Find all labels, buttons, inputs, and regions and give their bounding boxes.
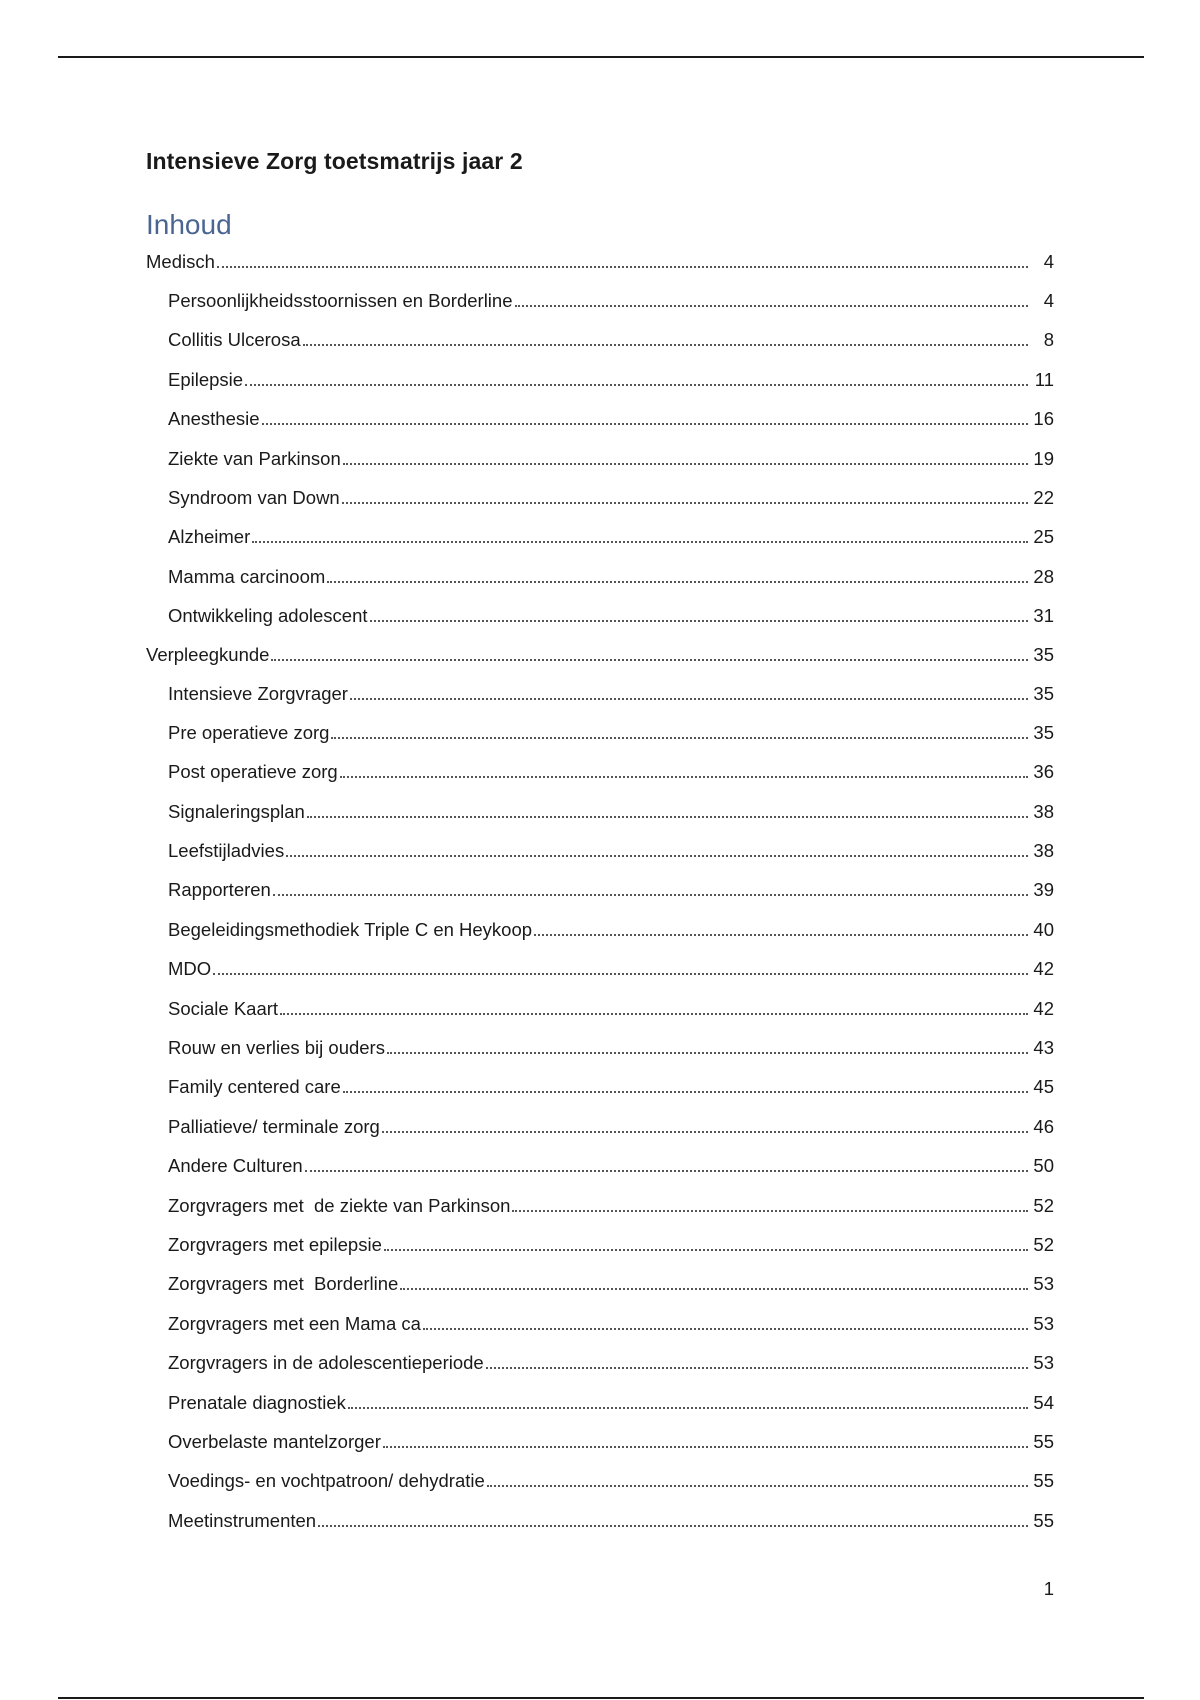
toc-entry-page: 31 — [1033, 605, 1054, 627]
toc-entry-page: 38 — [1033, 840, 1054, 862]
toc-entry-label: Begeleidingsmethodiek Triple C en Heykoop — [168, 918, 533, 940]
toc-entry-label: Mamma carcinoom — [168, 565, 326, 587]
toc-dot-leader — [343, 1091, 1028, 1093]
toc-entry[interactable] — [146, 636, 1054, 674]
toc-entry[interactable] — [146, 1146, 1054, 1185]
toc-entry-label: Persoonlijkheidsstoornissen en Borderline — [168, 290, 513, 311]
toc-entry-page: 52 — [1033, 1194, 1054, 1216]
toc-entry-label: Zorgvragers met een Mama ca — [168, 1312, 421, 1334]
table-of-contents — [146, 243, 1054, 1540]
toc-entry[interactable] — [146, 596, 1054, 635]
toc-entry-label: Verpleegkunde — [146, 643, 270, 665]
toc-dot-leader — [348, 1407, 1028, 1409]
toc-entry-page: 55 — [1033, 1470, 1054, 1492]
toc-entry[interactable] — [146, 1028, 1054, 1067]
toc-entry[interactable] — [146, 752, 1054, 791]
toc-entry-label: Ziekte van Parkinson — [168, 447, 341, 469]
document-title: Intensieve Zorg toetsmatrijs jaar 2 — [146, 148, 523, 174]
toc-entry[interactable] — [146, 870, 1054, 909]
toc-entry[interactable] — [146, 1422, 1054, 1461]
toc-dot-leader — [384, 1249, 1028, 1251]
toc-entry-page: 55 — [1033, 1509, 1054, 1531]
toc-entry-page: 53 — [1033, 1273, 1054, 1295]
toc-dot-leader — [382, 1131, 1028, 1133]
toc-entry-page: 52 — [1033, 1233, 1054, 1255]
toc-entry-label: Meetinstrumenten — [168, 1509, 317, 1531]
toc-entry-label: Overbelaste mantelzorger — [168, 1430, 381, 1452]
toc-dot-leader — [350, 698, 1028, 700]
toc-entry-label: Zorgvragers met Borderline — [168, 1273, 399, 1295]
toc-entry[interactable] — [146, 399, 1054, 438]
toc-entry-page: 50 — [1033, 1155, 1054, 1177]
toc-entry-label: Zorgvragers met de ziekte van Parkinson — [168, 1194, 511, 1216]
toc-entry-label: Voedings- en vochtpatroon/ dehydratie — [168, 1470, 485, 1492]
toc-entry[interactable] — [146, 1107, 1054, 1146]
toc-entry[interactable] — [146, 1186, 1054, 1225]
toc-entry-label: Medisch — [146, 251, 215, 272]
toc-entry[interactable] — [146, 478, 1054, 517]
toc-entry-page: 25 — [1033, 526, 1054, 548]
toc-entry[interactable] — [146, 1304, 1054, 1343]
footer-rule — [58, 1697, 1144, 1699]
toc-dot-leader — [271, 659, 1028, 661]
toc-dot-leader — [331, 737, 1028, 739]
toc-entry[interactable] — [146, 281, 1054, 320]
toc-dot-leader — [342, 502, 1028, 504]
toc-dot-leader — [400, 1288, 1028, 1290]
toc-entry-page: 36 — [1033, 761, 1054, 783]
toc-dot-leader — [280, 1013, 1028, 1015]
toc-entry-label: Andere Culturen — [168, 1155, 303, 1177]
toc-entry[interactable] — [146, 792, 1054, 831]
toc-entry-page: 53 — [1033, 1352, 1054, 1374]
toc-entry-page: 45 — [1033, 1076, 1054, 1098]
toc-entry-label: Anesthesie — [168, 408, 260, 430]
toc-entry-label: Alzheimer — [168, 526, 251, 548]
toc-entry[interactable] — [146, 989, 1054, 1028]
toc-entry[interactable] — [146, 243, 1054, 281]
toc-dot-leader — [327, 581, 1028, 583]
toc-entry[interactable] — [146, 439, 1054, 478]
toc-entry-page: 54 — [1033, 1391, 1054, 1413]
toc-entry-page: 43 — [1033, 1037, 1054, 1059]
header-rule — [58, 56, 1144, 58]
toc-dot-leader — [305, 1170, 1028, 1172]
toc-dot-leader — [262, 423, 1028, 425]
toc-entry[interactable] — [146, 1501, 1054, 1540]
toc-entry-page: 19 — [1033, 447, 1054, 469]
toc-entry-page: 42 — [1033, 958, 1054, 980]
toc-entry[interactable] — [146, 517, 1054, 556]
toc-entry[interactable] — [146, 320, 1054, 359]
toc-dot-leader — [340, 776, 1028, 778]
toc-entry-label: Pre operatieve zorg — [168, 721, 330, 743]
toc-entry[interactable] — [146, 1225, 1054, 1264]
toc-entry-page: 11 — [1034, 368, 1054, 390]
toc-entry-page: 35 — [1033, 643, 1054, 665]
toc-entry-label: Palliatieve/ terminale zorg — [168, 1115, 380, 1137]
toc-entry[interactable] — [146, 1461, 1054, 1500]
toc-entry-label: Prenatale diagnostiek — [168, 1391, 346, 1413]
toc-dot-leader — [245, 384, 1028, 386]
toc-entry-page: 38 — [1033, 800, 1054, 822]
toc-entry-page: 53 — [1033, 1312, 1054, 1334]
toc-entry-label: Rouw en verlies bij ouders — [168, 1037, 385, 1059]
toc-entry-page: 28 — [1033, 565, 1054, 587]
toc-entry-page: 35 — [1033, 682, 1054, 704]
toc-dot-leader — [343, 463, 1028, 465]
toc-entry-page: 40 — [1033, 918, 1054, 940]
toc-dot-leader — [370, 620, 1029, 622]
toc-dot-leader — [383, 1446, 1028, 1448]
toc-entry[interactable] — [146, 1067, 1054, 1106]
toc-entry-label: Intensieve Zorgvrager — [168, 682, 348, 704]
toc-dot-leader — [487, 1485, 1028, 1487]
toc-dot-leader — [252, 541, 1028, 543]
toc-entry-label: Syndroom van Down — [168, 486, 340, 508]
toc-dot-leader — [534, 934, 1028, 936]
toc-entry[interactable] — [146, 360, 1054, 399]
toc-dot-leader — [512, 1210, 1028, 1212]
toc-entry-label: Zorgvragers met epilepsie — [168, 1233, 382, 1255]
toc-entry-page: 35 — [1033, 721, 1054, 743]
toc-dot-leader — [286, 855, 1028, 857]
toc-entry[interactable] — [146, 1264, 1054, 1303]
toc-entry-label: Post operatieve zorg — [168, 761, 338, 783]
toc-dot-leader — [273, 894, 1028, 896]
toc-dot-leader — [307, 816, 1028, 818]
toc-entry[interactable] — [146, 674, 1054, 713]
toc-entry-label: Collitis Ulcerosa — [168, 329, 301, 351]
toc-entry-label: Rapporteren — [168, 879, 271, 901]
toc-entry-page: 46 — [1033, 1115, 1054, 1137]
toc-entry-label: Ontwikkeling adolescent — [168, 605, 368, 627]
toc-dot-leader — [423, 1328, 1028, 1330]
toc-entry[interactable] — [146, 910, 1054, 949]
toc-entry-page: 8 — [1043, 329, 1054, 351]
toc-entry-page: 4 — [1043, 251, 1054, 272]
toc-entry-page: 39 — [1033, 879, 1054, 901]
toc-entry[interactable] — [146, 713, 1054, 752]
toc-entry-page: 42 — [1033, 997, 1054, 1019]
toc-entry-label: Epilepsie — [168, 368, 244, 390]
toc-entry-label: Zorgvragers in de adolescentieperiode — [168, 1352, 484, 1374]
toc-dot-leader — [486, 1367, 1028, 1369]
toc-entry[interactable] — [146, 1343, 1054, 1382]
toc-entry-page: 55 — [1033, 1430, 1054, 1452]
toc-entry[interactable] — [146, 831, 1054, 870]
toc-entry-page: 22 — [1033, 486, 1054, 508]
toc-entry-label: Sociale Kaart — [168, 997, 279, 1019]
toc-entry-page: 4 — [1043, 290, 1054, 311]
page-number: 1 — [1043, 1578, 1054, 1599]
toc-entry-label: Signaleringsplan — [168, 800, 305, 822]
toc-dot-leader — [318, 1525, 1028, 1527]
toc-entry-label: MDO — [168, 958, 212, 980]
toc-dot-leader — [387, 1052, 1028, 1054]
toc-heading: Inhoud — [146, 209, 232, 240]
toc-entry[interactable] — [146, 1383, 1054, 1422]
toc-entry-page: 16 — [1033, 408, 1054, 430]
toc-dot-leader — [217, 266, 1028, 268]
toc-entry[interactable] — [146, 949, 1054, 988]
toc-entry[interactable] — [146, 557, 1054, 596]
toc-dot-leader — [213, 973, 1028, 975]
toc-dot-leader — [303, 344, 1028, 346]
toc-entry-label: Family centered care — [168, 1076, 341, 1098]
toc-entry-label: Leefstijladvies — [168, 840, 285, 862]
toc-dot-leader — [515, 305, 1029, 307]
